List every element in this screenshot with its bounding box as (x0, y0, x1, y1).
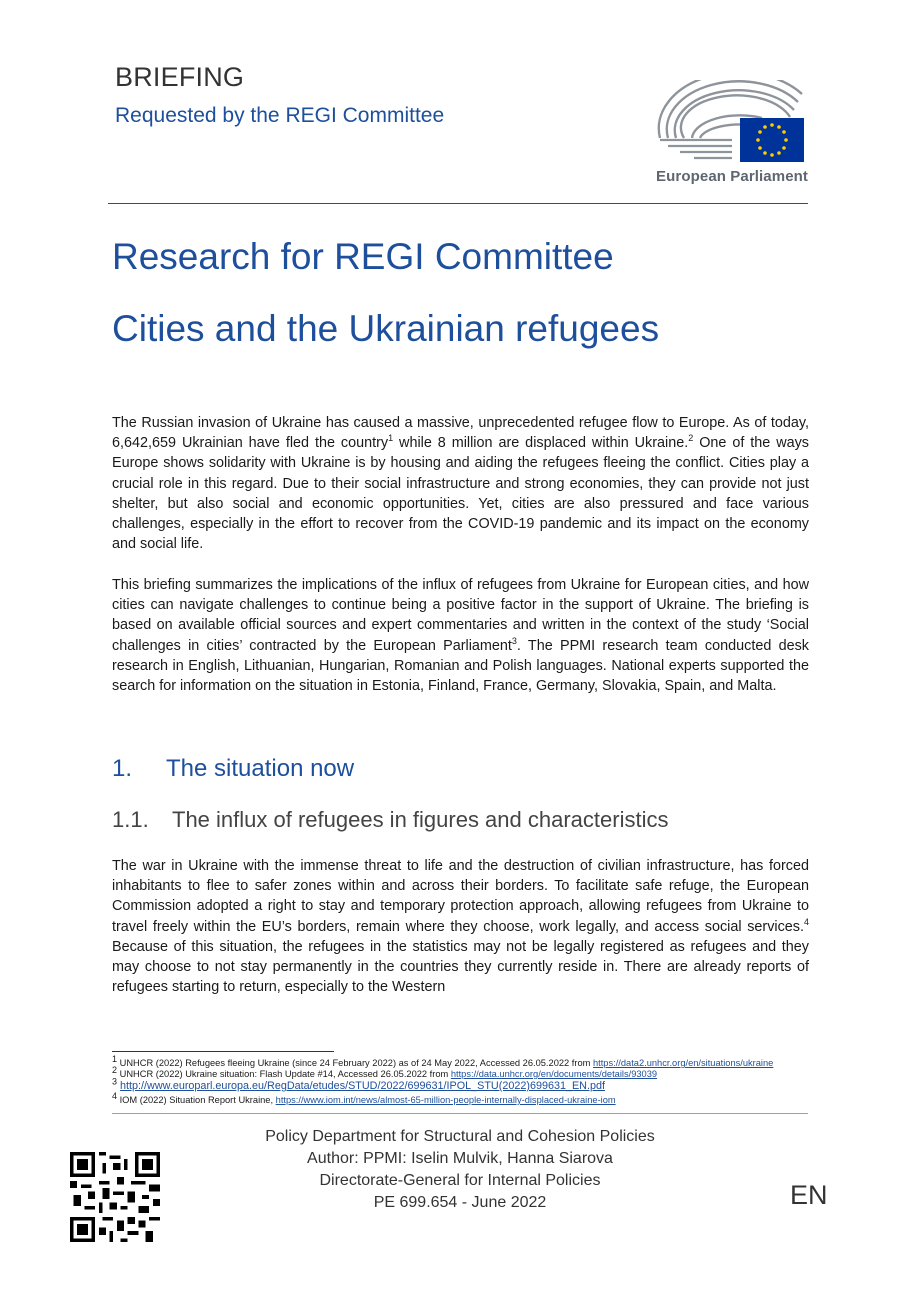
language-code: EN (790, 1180, 828, 1210)
footnote-4-link[interactable]: https://www.iom.int/news/almost-65-million-people-internally-displaced-ukraine-iom (275, 1095, 616, 1105)
footer-divider (112, 1113, 808, 1114)
footnote-1-link[interactable]: https://data2.unhcr.org/en/situations/ukraine (592, 1058, 774, 1068)
footnote-2-link[interactable]: https://data.unhcr.org/en/documents/details/93039 (450, 1069, 658, 1079)
footer-author: Author: PPMI: Iselin Mulvik, Hanna Siarova (307, 1150, 613, 1167)
section-heading-1-1: 1.1. The influx of refugees in figures and characteristics (112, 807, 669, 832)
footer-reference: PE 699.654 - June 2022 (373, 1194, 547, 1211)
requested-by: Requested by the REGI Committee (115, 104, 445, 127)
intro-paragraph-2: This briefing summarizes the implications of the influx of refugees from Ukraine for European cities, and how cities can navigate challenges to continue being a positive factor in the support of Ukraine. The briefing is based on available official sources and expert commentaries and written in the context of the study ‘Social challenges in cities’ contracted by the European Parliament$^3$. The PPMI research team conducted desk research in English, Lithuanian, Hungarian, Romanian and Polish languages. National experts supported the search for information on the situation in Estonia, Finland, France, Germany, Slovakia, Spain, and Malta. (112, 577, 809, 695)
footnote-ref-3[interactable]: 3 (511, 635, 517, 646)
footnote-divider (112, 1051, 334, 1052)
header-divider (108, 203, 808, 204)
footnote-ref-1[interactable]: 1 (388, 433, 394, 444)
footnote-ref-2[interactable]: 2 (688, 433, 694, 444)
qr-code-icon[interactable] (70, 1152, 160, 1242)
footnote-1: $^1$ UNHCR (2022) Refugees fleeing Ukraine (since 24 February 2022) as of 24 May 2022, Accessed 26.05.2022 from https://data2.unhcr.org/en/situations/ukraine (112, 1053, 774, 1068)
footer-department: Policy Department for Structural and Cohesion Policies (265, 1128, 655, 1145)
intro-paragraph-1: The Russian invasion of Ukraine has caused a massive, unprecedented refugee flow to Europe. As of today, 6,642,659 Ukrainian have fled the country$^1$ while 8 million are displaced within Ukraine.$^2$ One of the ways Europe shows solidarity with Ukraine is by housing and aiding the refugees fleeing the conflict. Cities play a crucial role in this regard. Due to their social infrastructure and strong economies, they can provide not just shelter, but also social and economic opportunities. Yet, cities are also pressured and face various challenges, especially in the effort to recover from the COVID-19 pandemic and its impact on the economy and social life. (112, 415, 810, 553)
footer-directorate: Directorate-General for Internal Policies (319, 1172, 601, 1189)
logo-label: European Parliament (656, 168, 808, 185)
footnote-2: $^2$ UNHCR (2022) Ukraine situation: Flash Update #14, Accessed 26.05.2022 from https://data.unhcr.org/en/documents/details/93039 (112, 1064, 658, 1079)
section-1-1-paragraph: The war in Ukraine with the immense threat to life and the destruction of civilian infrastructure, has forced inhabitants to flee to safer zones within and across their borders. To facilitate safe refuge, the European Commission adopted a right to stay and temporary protection approach, allowing refugees from Ukraine to travel freely within the EU’s borders, remain where they choose, work legally, and access social services.$^4$ Because of this situation, the refugees in the statistics may not be legally registered as refugees and they may choose to not stay permanently in the countries they currently reside in. There are already reports of refugees starting to return, especially to the Western (112, 858, 809, 996)
footnote-4: $^4$ IOM (2022) Situation Report Ukraine, https://www.iom.int/news/almost-65-million-people-internally-displaced-ukraine-iom (112, 1090, 616, 1105)
footnote-3: $^3$ http://www.europarl.europa.eu/RegData/etudes/STUD/2022/699631/IPOL_STU(2022)699631_EN.pdf (112, 1076, 605, 1092)
section-heading-1: 1. The situation now (112, 755, 355, 782)
footer-info (200, 1126, 720, 1214)
footnote-3-link[interactable]: http://www.europarl.europa.eu/RegData/etudes/STUD/2022/699631/IPOL_STU(2022)699631_EN.pdf (120, 1080, 605, 1092)
page-title-line2: Cities and the Ukrainian refugees (112, 308, 660, 349)
page-title-line1: Research for REGI Committee (112, 236, 614, 277)
document-type: BRIEFING (115, 62, 245, 92)
footnote-ref-4[interactable]: 4 (803, 916, 809, 927)
